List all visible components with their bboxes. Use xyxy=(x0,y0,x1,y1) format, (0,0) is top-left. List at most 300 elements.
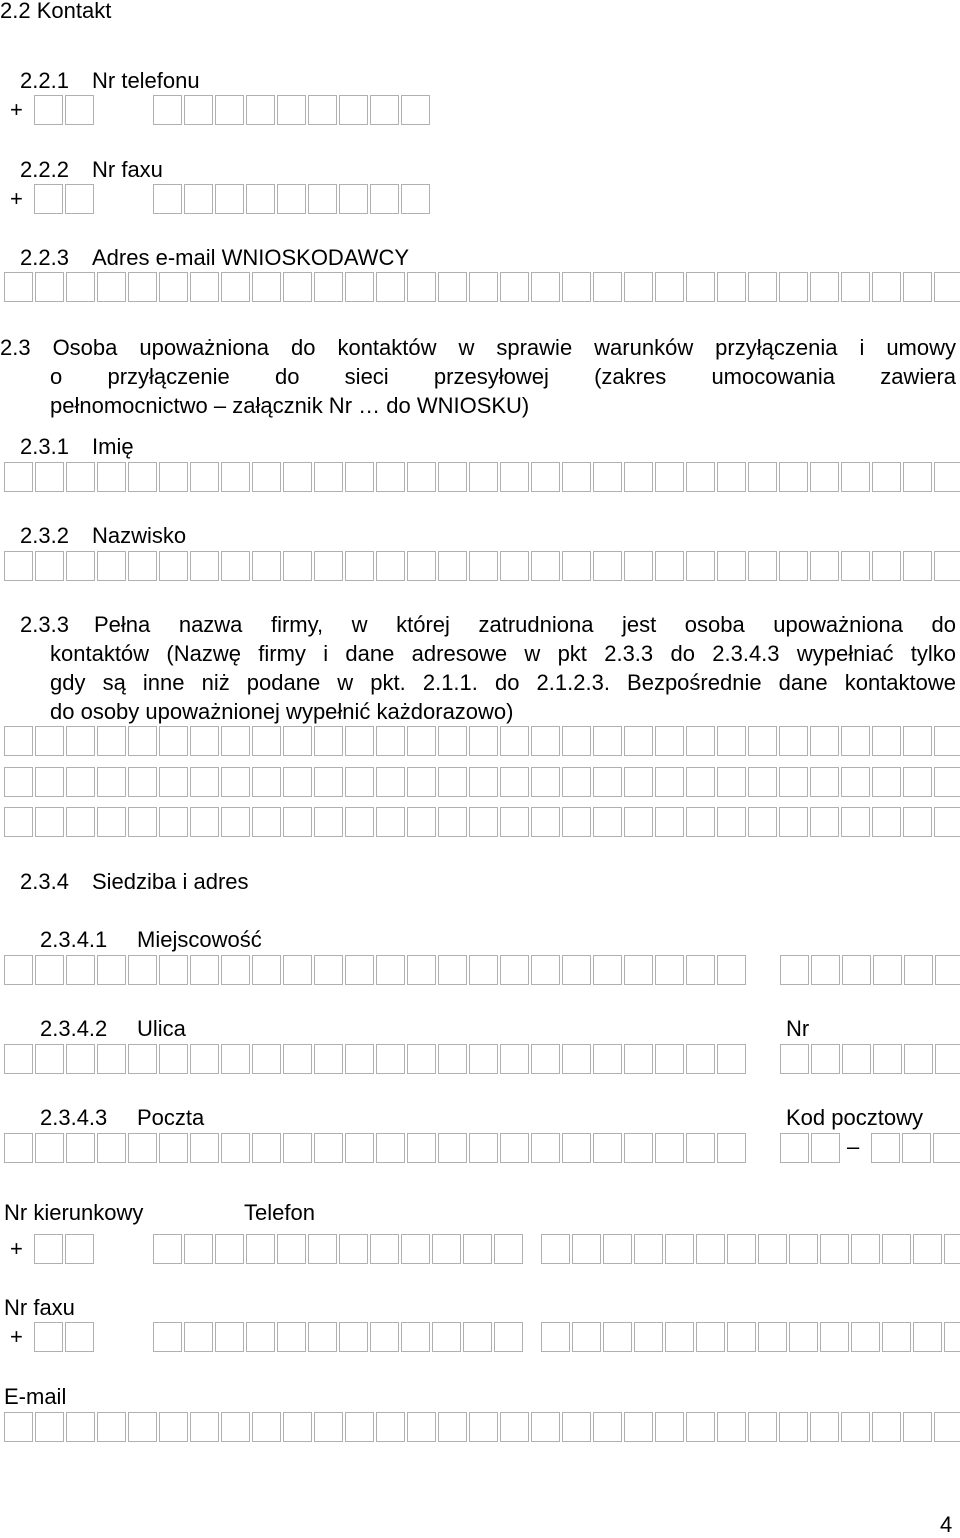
input-cell[interactable] xyxy=(686,462,715,492)
input-cell[interactable] xyxy=(252,807,281,837)
input-cell[interactable] xyxy=(934,807,960,837)
input-cell[interactable] xyxy=(314,955,343,985)
input-cell[interactable] xyxy=(314,551,343,581)
city-extra-grid[interactable] xyxy=(780,955,960,985)
input-cell[interactable] xyxy=(603,1234,632,1264)
input-cell[interactable] xyxy=(159,1412,188,1442)
input-cell[interactable] xyxy=(779,726,808,756)
input-cell[interactable] xyxy=(438,272,467,302)
input-cell[interactable] xyxy=(277,184,306,214)
input-cell[interactable] xyxy=(562,807,591,837)
input-cell[interactable] xyxy=(562,955,591,985)
input-cell[interactable] xyxy=(215,184,244,214)
input-cell[interactable] xyxy=(97,462,126,492)
input-cell[interactable] xyxy=(407,767,436,797)
input-cell[interactable] xyxy=(283,955,312,985)
input-cell[interactable] xyxy=(469,767,498,797)
input-cell[interactable] xyxy=(407,272,436,302)
input-cell[interactable] xyxy=(432,1234,461,1264)
input-cell[interactable] xyxy=(500,462,529,492)
input-cell[interactable] xyxy=(748,551,777,581)
input-cell[interactable] xyxy=(35,1044,64,1074)
input-cell[interactable] xyxy=(903,726,932,756)
input-cell[interactable] xyxy=(469,1133,498,1163)
input-cell[interactable] xyxy=(780,1133,809,1163)
input-cell[interactable] xyxy=(748,807,777,837)
input-cell[interactable] xyxy=(283,807,312,837)
input-cell[interactable] xyxy=(376,1044,405,1074)
input-cell[interactable] xyxy=(780,955,809,985)
input-cell[interactable] xyxy=(314,1133,343,1163)
input-cell[interactable] xyxy=(934,551,960,581)
input-cell[interactable] xyxy=(184,1234,213,1264)
input-cell[interactable] xyxy=(933,1133,960,1163)
input-cell[interactable] xyxy=(469,726,498,756)
input-cell[interactable] xyxy=(65,95,94,125)
input-cell[interactable] xyxy=(842,955,871,985)
input-cell[interactable] xyxy=(624,462,653,492)
input-cell[interactable] xyxy=(841,726,870,756)
input-cell[interactable] xyxy=(903,272,932,302)
input-cell[interactable] xyxy=(871,1133,900,1163)
input-cell[interactable] xyxy=(407,462,436,492)
input-cell[interactable] xyxy=(634,1234,663,1264)
input-cell[interactable] xyxy=(283,767,312,797)
input-cell[interactable] xyxy=(401,1322,430,1352)
input-cell[interactable] xyxy=(531,726,560,756)
input-cell[interactable] xyxy=(655,726,684,756)
input-cell[interactable] xyxy=(97,1044,126,1074)
input-cell[interactable] xyxy=(841,462,870,492)
postal-code-grid-part2[interactable] xyxy=(871,1133,960,1163)
input-cell[interactable] xyxy=(500,767,529,797)
input-cell[interactable] xyxy=(438,955,467,985)
input-cell[interactable] xyxy=(35,551,64,581)
fax-number-grid[interactable] xyxy=(153,184,432,214)
input-cell[interactable] xyxy=(438,807,467,837)
input-cell[interactable] xyxy=(469,807,498,837)
input-cell[interactable] xyxy=(624,726,653,756)
input-cell[interactable] xyxy=(872,726,901,756)
input-cell[interactable] xyxy=(873,955,902,985)
input-cell[interactable] xyxy=(128,955,157,985)
input-cell[interactable] xyxy=(841,272,870,302)
input-cell[interactable] xyxy=(345,272,374,302)
input-cell[interactable] xyxy=(97,1412,126,1442)
input-cell[interactable] xyxy=(190,1044,219,1074)
input-cell[interactable] xyxy=(779,1412,808,1442)
input-cell[interactable] xyxy=(717,462,746,492)
input-cell[interactable] xyxy=(810,767,839,797)
input-cell[interactable] xyxy=(717,1133,746,1163)
input-cell[interactable] xyxy=(572,1234,601,1264)
input-cell[interactable] xyxy=(153,1322,182,1352)
input-cell[interactable] xyxy=(4,767,33,797)
input-cell[interactable] xyxy=(655,1412,684,1442)
input-cell[interactable] xyxy=(376,272,405,302)
input-cell[interactable] xyxy=(66,807,95,837)
contact-fax-prefix-grid[interactable] xyxy=(34,1322,96,1352)
input-cell[interactable] xyxy=(624,551,653,581)
input-cell[interactable] xyxy=(252,551,281,581)
input-cell[interactable] xyxy=(4,1044,33,1074)
input-cell[interactable] xyxy=(779,272,808,302)
input-cell[interactable] xyxy=(283,551,312,581)
input-cell[interactable] xyxy=(494,1322,523,1352)
input-cell[interactable] xyxy=(593,1133,622,1163)
input-cell[interactable] xyxy=(851,1322,880,1352)
input-cell[interactable] xyxy=(252,272,281,302)
input-cell[interactable] xyxy=(345,726,374,756)
input-cell[interactable] xyxy=(4,1412,33,1442)
input-cell[interactable] xyxy=(655,955,684,985)
input-cell[interactable] xyxy=(469,272,498,302)
input-cell[interactable] xyxy=(469,955,498,985)
input-cell[interactable] xyxy=(190,1412,219,1442)
input-cell[interactable] xyxy=(66,1412,95,1442)
postal-code-grid-part1[interactable] xyxy=(780,1133,842,1163)
input-cell[interactable] xyxy=(190,767,219,797)
input-cell[interactable] xyxy=(65,1234,94,1264)
input-cell[interactable] xyxy=(500,1412,529,1442)
input-cell[interactable] xyxy=(541,1234,570,1264)
city-grid[interactable] xyxy=(4,955,748,985)
input-cell[interactable] xyxy=(314,726,343,756)
input-cell[interactable] xyxy=(593,462,622,492)
input-cell[interactable] xyxy=(66,272,95,302)
input-cell[interactable] xyxy=(221,1412,250,1442)
input-cell[interactable] xyxy=(66,1044,95,1074)
input-cell[interactable] xyxy=(903,1412,932,1442)
input-cell[interactable] xyxy=(780,1044,809,1074)
input-cell[interactable] xyxy=(407,726,436,756)
input-cell[interactable] xyxy=(97,551,126,581)
input-cell[interactable] xyxy=(531,462,560,492)
input-cell[interactable] xyxy=(246,1234,275,1264)
input-cell[interactable] xyxy=(469,551,498,581)
input-cell[interactable] xyxy=(686,807,715,837)
input-cell[interactable] xyxy=(438,1044,467,1074)
input-cell[interactable] xyxy=(128,1044,157,1074)
input-cell[interactable] xyxy=(903,462,932,492)
input-cell[interactable] xyxy=(811,1133,840,1163)
input-cell[interactable] xyxy=(35,1412,64,1442)
input-cell[interactable] xyxy=(339,1234,368,1264)
input-cell[interactable] xyxy=(246,184,275,214)
input-cell[interactable] xyxy=(190,272,219,302)
input-cell[interactable] xyxy=(727,1234,756,1264)
input-cell[interactable] xyxy=(903,807,932,837)
input-cell[interactable] xyxy=(531,767,560,797)
input-cell[interactable] xyxy=(686,1412,715,1442)
input-cell[interactable] xyxy=(376,807,405,837)
input-cell[interactable] xyxy=(35,272,64,302)
input-cell[interactable] xyxy=(215,95,244,125)
input-cell[interactable] xyxy=(34,95,63,125)
input-cell[interactable] xyxy=(128,807,157,837)
input-cell[interactable] xyxy=(500,272,529,302)
input-cell[interactable] xyxy=(190,807,219,837)
first-name-grid[interactable] xyxy=(4,462,960,492)
input-cell[interactable] xyxy=(686,551,715,581)
input-cell[interactable] xyxy=(283,272,312,302)
input-cell[interactable] xyxy=(820,1234,849,1264)
input-cell[interactable] xyxy=(407,1044,436,1074)
contact-phone-prefix-grid[interactable] xyxy=(34,1234,96,1264)
input-cell[interactable] xyxy=(4,807,33,837)
input-cell[interactable] xyxy=(593,551,622,581)
input-cell[interactable] xyxy=(252,955,281,985)
phone-prefix-grid[interactable] xyxy=(34,95,96,125)
input-cell[interactable] xyxy=(758,1234,787,1264)
input-cell[interactable] xyxy=(469,1412,498,1442)
input-cell[interactable] xyxy=(190,1133,219,1163)
input-cell[interactable] xyxy=(748,726,777,756)
input-cell[interactable] xyxy=(562,462,591,492)
input-cell[interactable] xyxy=(376,726,405,756)
input-cell[interactable] xyxy=(370,184,399,214)
input-cell[interactable] xyxy=(913,1322,942,1352)
input-cell[interactable] xyxy=(65,184,94,214)
input-cell[interactable] xyxy=(314,462,343,492)
email-grid[interactable] xyxy=(4,272,960,302)
input-cell[interactable] xyxy=(655,1133,684,1163)
input-cell[interactable] xyxy=(789,1234,818,1264)
input-cell[interactable] xyxy=(65,1322,94,1352)
input-cell[interactable] xyxy=(904,1044,933,1074)
input-cell[interactable] xyxy=(903,767,932,797)
input-cell[interactable] xyxy=(944,1234,960,1264)
input-cell[interactable] xyxy=(221,955,250,985)
input-cell[interactable] xyxy=(308,1234,337,1264)
input-cell[interactable] xyxy=(655,551,684,581)
input-cell[interactable] xyxy=(66,726,95,756)
input-cell[interactable] xyxy=(159,1044,188,1074)
input-cell[interactable] xyxy=(934,272,960,302)
input-cell[interactable] xyxy=(469,462,498,492)
input-cell[interactable] xyxy=(593,272,622,302)
input-cell[interactable] xyxy=(283,1412,312,1442)
input-cell[interactable] xyxy=(221,462,250,492)
input-cell[interactable] xyxy=(283,1133,312,1163)
input-cell[interactable] xyxy=(500,726,529,756)
input-cell[interactable] xyxy=(851,1234,880,1264)
input-cell[interactable] xyxy=(314,272,343,302)
input-cell[interactable] xyxy=(593,726,622,756)
input-cell[interactable] xyxy=(97,767,126,797)
input-cell[interactable] xyxy=(128,1412,157,1442)
input-cell[interactable] xyxy=(314,807,343,837)
input-cell[interactable] xyxy=(872,462,901,492)
input-cell[interactable] xyxy=(696,1322,725,1352)
input-cell[interactable] xyxy=(872,272,901,302)
input-cell[interactable] xyxy=(159,1133,188,1163)
input-cell[interactable] xyxy=(686,955,715,985)
input-cell[interactable] xyxy=(34,1322,63,1352)
input-cell[interactable] xyxy=(97,955,126,985)
input-cell[interactable] xyxy=(603,1322,632,1352)
input-cell[interactable] xyxy=(562,272,591,302)
input-cell[interactable] xyxy=(215,1322,244,1352)
input-cell[interactable] xyxy=(593,955,622,985)
input-cell[interactable] xyxy=(128,767,157,797)
input-cell[interactable] xyxy=(686,1133,715,1163)
input-cell[interactable] xyxy=(717,551,746,581)
input-cell[interactable] xyxy=(339,1322,368,1352)
input-cell[interactable] xyxy=(624,272,653,302)
input-cell[interactable] xyxy=(66,955,95,985)
input-cell[interactable] xyxy=(841,1412,870,1442)
input-cell[interactable] xyxy=(190,462,219,492)
input-cell[interactable] xyxy=(779,767,808,797)
input-cell[interactable] xyxy=(541,1322,570,1352)
company-grid-row-3[interactable] xyxy=(4,807,960,837)
fax-prefix-grid[interactable] xyxy=(34,184,96,214)
input-cell[interactable] xyxy=(35,767,64,797)
input-cell[interactable] xyxy=(128,551,157,581)
phone-number-grid[interactable] xyxy=(153,95,432,125)
input-cell[interactable] xyxy=(810,807,839,837)
input-cell[interactable] xyxy=(221,1044,250,1074)
input-cell[interactable] xyxy=(531,1133,560,1163)
input-cell[interactable] xyxy=(153,1234,182,1264)
input-cell[interactable] xyxy=(283,1044,312,1074)
input-cell[interactable] xyxy=(252,462,281,492)
input-cell[interactable] xyxy=(221,1133,250,1163)
contact-fax-number-grid[interactable] xyxy=(541,1322,960,1352)
input-cell[interactable] xyxy=(913,1234,942,1264)
input-cell[interactable] xyxy=(376,551,405,581)
input-cell[interactable] xyxy=(810,551,839,581)
input-cell[interactable] xyxy=(35,1133,64,1163)
input-cell[interactable] xyxy=(758,1322,787,1352)
input-cell[interactable] xyxy=(872,1412,901,1442)
input-cell[interactable] xyxy=(407,1412,436,1442)
input-cell[interactable] xyxy=(438,1412,467,1442)
input-cell[interactable] xyxy=(811,1044,840,1074)
input-cell[interactable] xyxy=(655,462,684,492)
input-cell[interactable] xyxy=(35,807,64,837)
input-cell[interactable] xyxy=(4,551,33,581)
input-cell[interactable] xyxy=(184,1322,213,1352)
input-cell[interactable] xyxy=(469,1044,498,1074)
input-cell[interactable] xyxy=(159,955,188,985)
input-cell[interactable] xyxy=(221,726,250,756)
input-cell[interactable] xyxy=(500,1133,529,1163)
input-cell[interactable] xyxy=(562,726,591,756)
input-cell[interactable] xyxy=(902,1133,931,1163)
input-cell[interactable] xyxy=(4,1133,33,1163)
input-cell[interactable] xyxy=(159,767,188,797)
input-cell[interactable] xyxy=(252,1133,281,1163)
input-cell[interactable] xyxy=(376,1412,405,1442)
input-cell[interactable] xyxy=(401,1234,430,1264)
input-cell[interactable] xyxy=(345,1044,374,1074)
input-cell[interactable] xyxy=(128,726,157,756)
input-cell[interactable] xyxy=(872,767,901,797)
input-cell[interactable] xyxy=(935,1044,960,1074)
input-cell[interactable] xyxy=(66,551,95,581)
input-cell[interactable] xyxy=(882,1234,911,1264)
input-cell[interactable] xyxy=(34,184,63,214)
input-cell[interactable] xyxy=(159,272,188,302)
input-cell[interactable] xyxy=(4,462,33,492)
input-cell[interactable] xyxy=(345,462,374,492)
company-grid-row-1[interactable] xyxy=(4,726,960,756)
input-cell[interactable] xyxy=(314,767,343,797)
input-cell[interactable] xyxy=(810,1412,839,1442)
input-cell[interactable] xyxy=(634,1322,663,1352)
input-cell[interactable] xyxy=(717,767,746,797)
input-cell[interactable] xyxy=(624,767,653,797)
input-cell[interactable] xyxy=(789,1322,818,1352)
input-cell[interactable] xyxy=(779,807,808,837)
input-cell[interactable] xyxy=(252,767,281,797)
input-cell[interactable] xyxy=(190,955,219,985)
input-cell[interactable] xyxy=(494,1234,523,1264)
input-cell[interactable] xyxy=(593,807,622,837)
input-cell[interactable] xyxy=(246,1322,275,1352)
input-cell[interactable] xyxy=(655,767,684,797)
contact-email-grid[interactable] xyxy=(4,1412,960,1442)
input-cell[interactable] xyxy=(97,1133,126,1163)
input-cell[interactable] xyxy=(345,1133,374,1163)
input-cell[interactable] xyxy=(221,551,250,581)
input-cell[interactable] xyxy=(308,1322,337,1352)
input-cell[interactable] xyxy=(314,1044,343,1074)
input-cell[interactable] xyxy=(624,807,653,837)
input-cell[interactable] xyxy=(727,1322,756,1352)
input-cell[interactable] xyxy=(903,551,932,581)
input-cell[interactable] xyxy=(252,1412,281,1442)
input-cell[interactable] xyxy=(190,551,219,581)
input-cell[interactable] xyxy=(665,1234,694,1264)
input-cell[interactable] xyxy=(345,807,374,837)
input-cell[interactable] xyxy=(438,462,467,492)
input-cell[interactable] xyxy=(655,272,684,302)
input-cell[interactable] xyxy=(935,955,960,985)
input-cell[interactable] xyxy=(277,1234,306,1264)
input-cell[interactable] xyxy=(308,184,337,214)
input-cell[interactable] xyxy=(593,767,622,797)
input-cell[interactable] xyxy=(810,462,839,492)
input-cell[interactable] xyxy=(934,1412,960,1442)
input-cell[interactable] xyxy=(246,95,275,125)
input-cell[interactable] xyxy=(252,1044,281,1074)
street-grid[interactable] xyxy=(4,1044,748,1074)
input-cell[interactable] xyxy=(717,955,746,985)
input-cell[interactable] xyxy=(128,1133,157,1163)
input-cell[interactable] xyxy=(463,1234,492,1264)
input-cell[interactable] xyxy=(810,726,839,756)
input-cell[interactable] xyxy=(717,1412,746,1442)
input-cell[interactable] xyxy=(934,726,960,756)
input-cell[interactable] xyxy=(97,272,126,302)
input-cell[interactable] xyxy=(345,551,374,581)
input-cell[interactable] xyxy=(407,955,436,985)
input-cell[interactable] xyxy=(873,1044,902,1074)
input-cell[interactable] xyxy=(531,1412,560,1442)
input-cell[interactable] xyxy=(500,1044,529,1074)
input-cell[interactable] xyxy=(842,1044,871,1074)
input-cell[interactable] xyxy=(562,1044,591,1074)
input-cell[interactable] xyxy=(665,1322,694,1352)
input-cell[interactable] xyxy=(624,1133,653,1163)
input-cell[interactable] xyxy=(401,95,430,125)
input-cell[interactable] xyxy=(934,462,960,492)
input-cell[interactable] xyxy=(562,551,591,581)
input-cell[interactable] xyxy=(159,551,188,581)
